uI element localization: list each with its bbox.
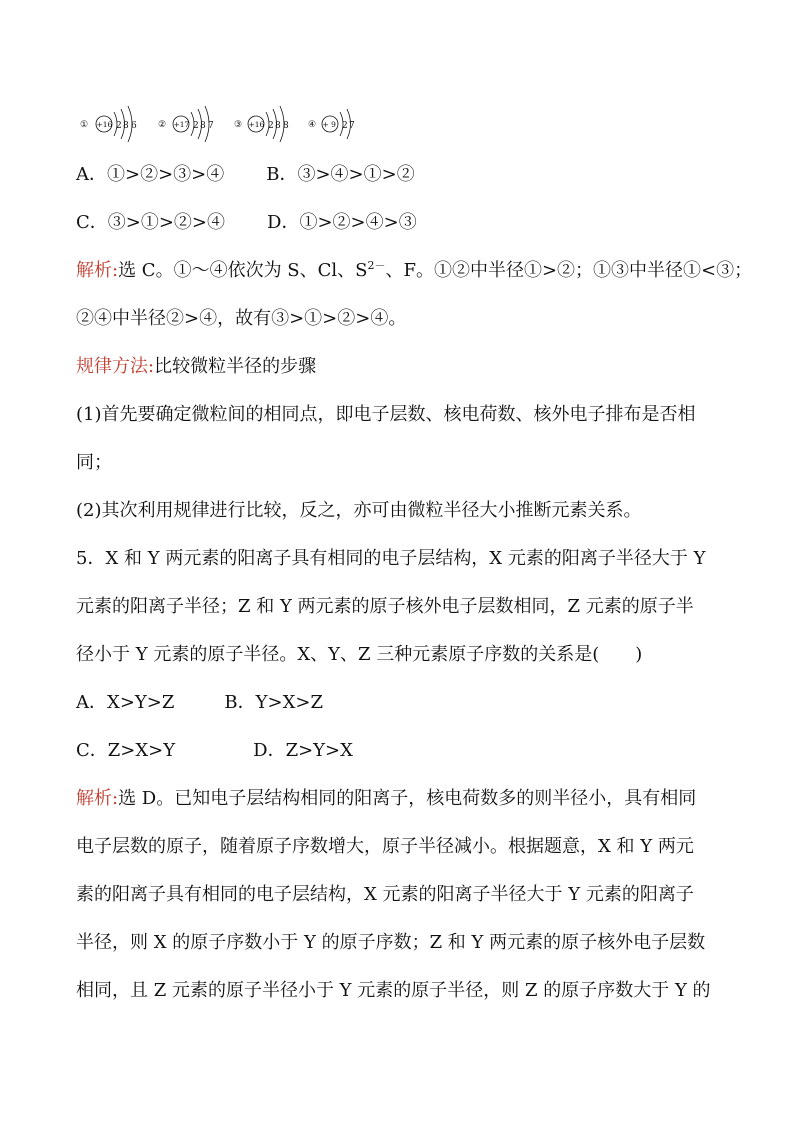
q5-analysis-line-5: 相同，且 Z 元素的原子半径小于 Y 元素的原子半径，则 Z 的原子序数大于 Y 的 (76, 980, 711, 1001)
shell-electrons: 7 (208, 121, 214, 131)
ion-charge: 2－ (367, 259, 386, 272)
shell-electrons: 8 (123, 121, 129, 131)
atom-diagram-2 (158, 106, 214, 142)
analysis-text: 、F。①②中半径①>②；①③中半径①<③； (385, 260, 753, 281)
q4-option-d[interactable]: D．①>②>④>③ (267, 212, 417, 233)
shell-electrons: 7 (349, 121, 355, 131)
shell-electrons: 2 (193, 121, 199, 131)
nucleus-charge: + 9 (322, 120, 336, 129)
q4-option-c[interactable]: C．③>①>②>④ (76, 212, 226, 233)
shell-electrons: 2 (268, 121, 274, 131)
q5-analysis-line-1 (76, 787, 696, 811)
q4-options-row-1 (76, 163, 415, 187)
nucleus-charge: +16 (96, 120, 113, 129)
method-heading (76, 355, 316, 379)
q5-option-b[interactable]: B．Y>X>Z (224, 692, 323, 713)
atom-mark: ① (80, 120, 89, 130)
q4-analysis-line-2: ②④中半径②>④，故有③>①>②>④。 (76, 308, 407, 329)
q5-option-c[interactable]: C．Z>X>Y (76, 740, 176, 761)
q5-stem-line-2: 元素的阳离子半径；Z 和 Y 两元素的原子核外电子层数相同，Z 元素的原子半 (76, 596, 694, 617)
q5-analysis-line-3: 素的阳离子具有相同的电子层结构，X 元素的阳离子半径大于 Y 元素的阳离子 (76, 884, 694, 905)
analysis-label: 解析: (76, 260, 119, 281)
analysis-text: 选 D。已知电子层结构相同的阳离子，核电荷数多的则半径小，具有相同 (118, 788, 697, 809)
q5-analysis-line-2: 电子层数的原子，随着原子序数增大，原子半径减小。根据题意，X 和 Y 两元 (76, 836, 694, 857)
q4-analysis-line-1 (76, 259, 752, 283)
q5-options-row-2 (76, 739, 353, 763)
method-label: 规律方法: (76, 356, 155, 377)
q5-stem-line-3: 径小于 Y 元素的原子半径。X、Y、Z 三种元素原子序数的关系是( ) (76, 644, 643, 665)
atom-mark: ③ (234, 120, 243, 130)
shell-electrons: 8 (275, 121, 281, 131)
q5-option-a[interactable]: A．X>Y>Z (76, 692, 175, 713)
shell-electrons: 8 (200, 121, 206, 131)
atom-diagram-3 (234, 106, 289, 142)
analysis-label: 解析: (76, 788, 119, 809)
atom-mark: ④ (308, 120, 317, 130)
nucleus-charge: +16 (248, 120, 265, 129)
q5-option-d[interactable]: D．Z>Y>X (253, 740, 353, 761)
q4-options-row-2 (76, 211, 417, 235)
method-step-1-line-2: 同； (76, 452, 112, 473)
nucleus-charge: +17 (173, 120, 190, 129)
q5-options-row-1 (76, 691, 323, 715)
q5-analysis-line-4: 半径，则 X 的原子序数小于 Y 的原子序数；Z 和 Y 两元素的原子核外电子层数 (76, 932, 706, 953)
method-step-1-line-1: (1)首先要确定微粒间的相同点，即电子层数、核电荷数、核外电子排布是否相 (76, 404, 696, 425)
atomic-structure-diagrams (76, 100, 376, 146)
atom-diagram-4 (308, 109, 355, 139)
method-step-2: (2)其次利用规律进行比较，反之，亦可由微粒半径大小推断元素关系。 (76, 500, 642, 521)
method-title: 比较微粒半径的步骤 (154, 356, 317, 377)
atom-diagram-1 (80, 106, 137, 142)
shell-electrons: 2 (342, 121, 348, 131)
q4-option-b[interactable]: B．③>④>①>② (266, 164, 415, 185)
shell-electrons: 6 (131, 121, 137, 131)
analysis-text: 选 C。①～④依次为 S、Cl、S (118, 260, 368, 281)
shell-electrons: 8 (283, 121, 289, 131)
shell-electrons: 2 (116, 121, 122, 131)
atom-mark: ② (158, 120, 167, 130)
q5-stem-line-1: 5．X 和 Y 两元素的阳离子具有相同的电子层结构，X 元素的阳离子半径大于 Y (76, 548, 706, 569)
q4-option-a[interactable]: A．①>②>③>④ (76, 164, 225, 185)
